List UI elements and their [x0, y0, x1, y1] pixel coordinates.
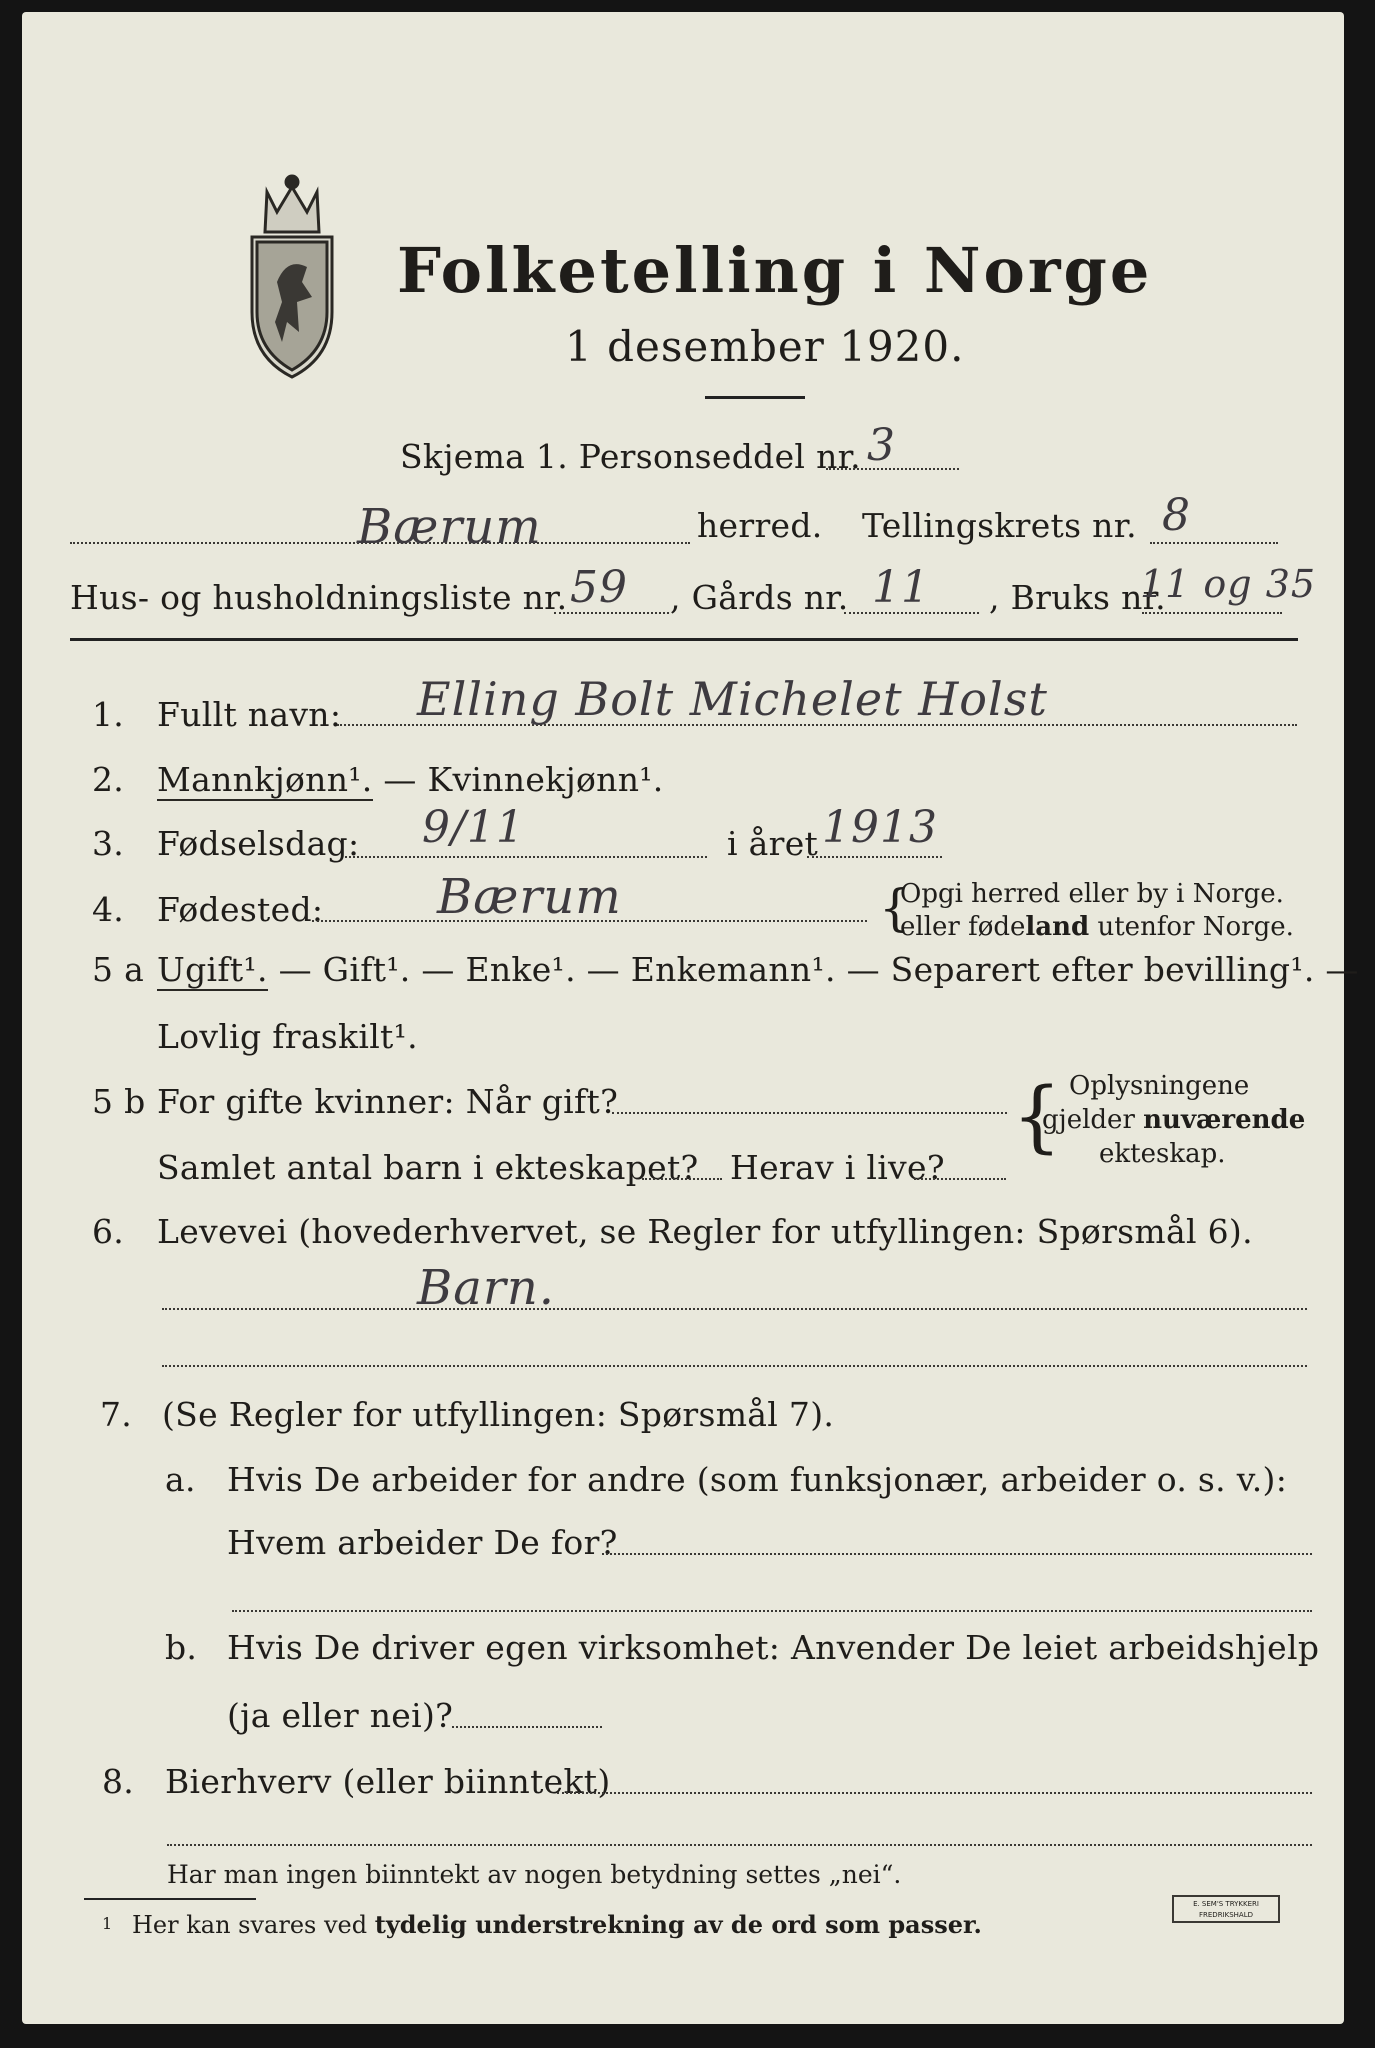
occupation-line-2	[162, 1365, 1307, 1367]
q3-number: 3.	[92, 824, 125, 863]
birthday-value[interactable]: 9/11	[422, 802, 525, 853]
q7b-letter: b.	[165, 1628, 198, 1667]
printer-stamp: E. SEM'S TRYKKERI FREDRIKSHALD	[1172, 1895, 1280, 1923]
other-marital-options[interactable]: — Gift¹. — Enke¹. — Enkemann¹. — Separert efter bevilling¹. —	[267, 950, 1359, 989]
q7b-text: Hvis De driver egen virksomhet: Anvender De leiet arbeidshjelp	[227, 1628, 1320, 1667]
q5a-options	[157, 950, 1359, 989]
q7a-text: Hvis De arbeider for andre (som funksjonær, arbeider o. s. v.):	[227, 1460, 1288, 1499]
q1-number: 1.	[92, 695, 125, 734]
occupation-value[interactable]: Barn.	[417, 1260, 556, 1316]
ugift-option[interactable]: Ugift¹.	[157, 950, 268, 989]
occupation-line-1	[162, 1308, 1307, 1310]
schema-number-value[interactable]: 3	[867, 420, 896, 471]
employer-line-2	[232, 1610, 1312, 1612]
q8-number: 8.	[102, 1762, 135, 1801]
q2-options: Mannkjønn¹. — Kvinnekjønn¹.	[157, 760, 664, 799]
q6-label: Levevei (hovederhvervet, se Regler for utfyllingen: Spørsmål 6).	[157, 1212, 1253, 1251]
q4-note-2: eller fødeland utenfor Norge.	[900, 912, 1294, 942]
gards-value[interactable]: 11	[872, 562, 930, 613]
q5a-number: 5 a	[92, 950, 145, 989]
q7a-question: Hvem arbeider De for?	[227, 1523, 618, 1562]
bruks-value[interactable]: 11 og 35	[1140, 562, 1317, 606]
footnote-mark: 1	[102, 1914, 113, 1933]
q5b-number: 5 b	[92, 1082, 146, 1121]
q5b-note-3: ekteskap.	[1099, 1139, 1226, 1169]
year-line	[807, 856, 942, 858]
footnote-text: Her kan svares ved tydelig understrekning av de ord som passer.	[132, 1910, 982, 1939]
q5b-note-1: Oplysningene	[1069, 1071, 1250, 1101]
q2-number: 2.	[92, 760, 125, 799]
birthday-line	[345, 856, 707, 858]
year-label: i året	[727, 824, 819, 863]
tellingskrets-line	[1150, 542, 1278, 544]
birthplace-value[interactable]: Bærum	[437, 869, 622, 925]
herred-label: herred.	[697, 506, 823, 545]
bruks-label: , Bruks nr.	[989, 578, 1166, 617]
q4-number: 4.	[92, 890, 125, 929]
herred-value[interactable]: Bærum	[357, 499, 542, 555]
q8-label: Bierhverv (eller biinntekt)	[165, 1762, 611, 1801]
side-income-line-1	[557, 1792, 1312, 1794]
q3-label: Fødselsdag:	[157, 824, 360, 863]
married-date-line	[612, 1112, 1007, 1114]
q4-note-1: Opgi herred eller by i Norge.	[900, 879, 1284, 909]
q6-number: 6.	[92, 1212, 125, 1251]
gards-label: , Gårds nr.	[670, 578, 849, 617]
side-income-line-2	[167, 1844, 1312, 1846]
q4-label: Fødested:	[157, 890, 324, 929]
alive-line	[914, 1178, 1006, 1180]
census-date: 1 desember 1920.	[565, 322, 965, 371]
q7b-question: (ja eller nei)?	[227, 1696, 454, 1735]
footnote-rule	[84, 1898, 256, 1900]
q5b-label-children: Samlet antal barn i ekteskapet?	[157, 1148, 699, 1187]
male-option[interactable]: Mannkjønn¹.	[157, 760, 373, 799]
female-option[interactable]: Kvinnekjønn¹.	[427, 760, 664, 799]
coat-of-arms-icon	[227, 172, 357, 382]
q7a-letter: a.	[165, 1460, 196, 1499]
employer-line	[602, 1553, 1312, 1555]
tellingskrets-label: Tellingskrets nr.	[862, 506, 1137, 545]
header-rule	[70, 638, 1298, 641]
household-value[interactable]: 59	[570, 562, 628, 613]
title-divider	[705, 396, 805, 399]
form-title: Folketelling i Norge	[397, 234, 1153, 307]
q8-note: Har man ingen biinntekt av nogen betydning settes „nei“.	[167, 1860, 902, 1889]
tellingskrets-value[interactable]: 8	[1162, 490, 1191, 541]
household-label: Hus- og husholdningsliste nr.	[70, 578, 568, 617]
full-name-value[interactable]: Elling Bolt Michelet Holst	[417, 672, 1048, 726]
q1-label: Fullt navn:	[157, 695, 342, 734]
q5b-label-alive: Herav i live?	[730, 1148, 945, 1187]
q4-brace: {	[879, 879, 911, 937]
q7-label: (Se Regler for utfyllingen: Spørsmål 7).	[162, 1395, 835, 1434]
hired-help-line	[452, 1726, 602, 1728]
schema-label: Skjema 1. Personseddel nr.	[400, 437, 861, 476]
children-line	[642, 1178, 722, 1180]
birth-year-value[interactable]: 1913	[822, 802, 938, 853]
census-form	[22, 12, 1359, 2024]
lovlig-fraskilt-option[interactable]: Lovlig fraskilt¹.	[157, 1017, 418, 1056]
q5b-label-married: For gifte kvinner: Når gift?	[157, 1082, 619, 1121]
q5b-note-2: gjelder nuværende	[1042, 1105, 1306, 1135]
bruks-line	[1142, 612, 1282, 614]
q5b-brace: {	[1012, 1072, 1062, 1162]
q7-number: 7.	[100, 1395, 133, 1434]
